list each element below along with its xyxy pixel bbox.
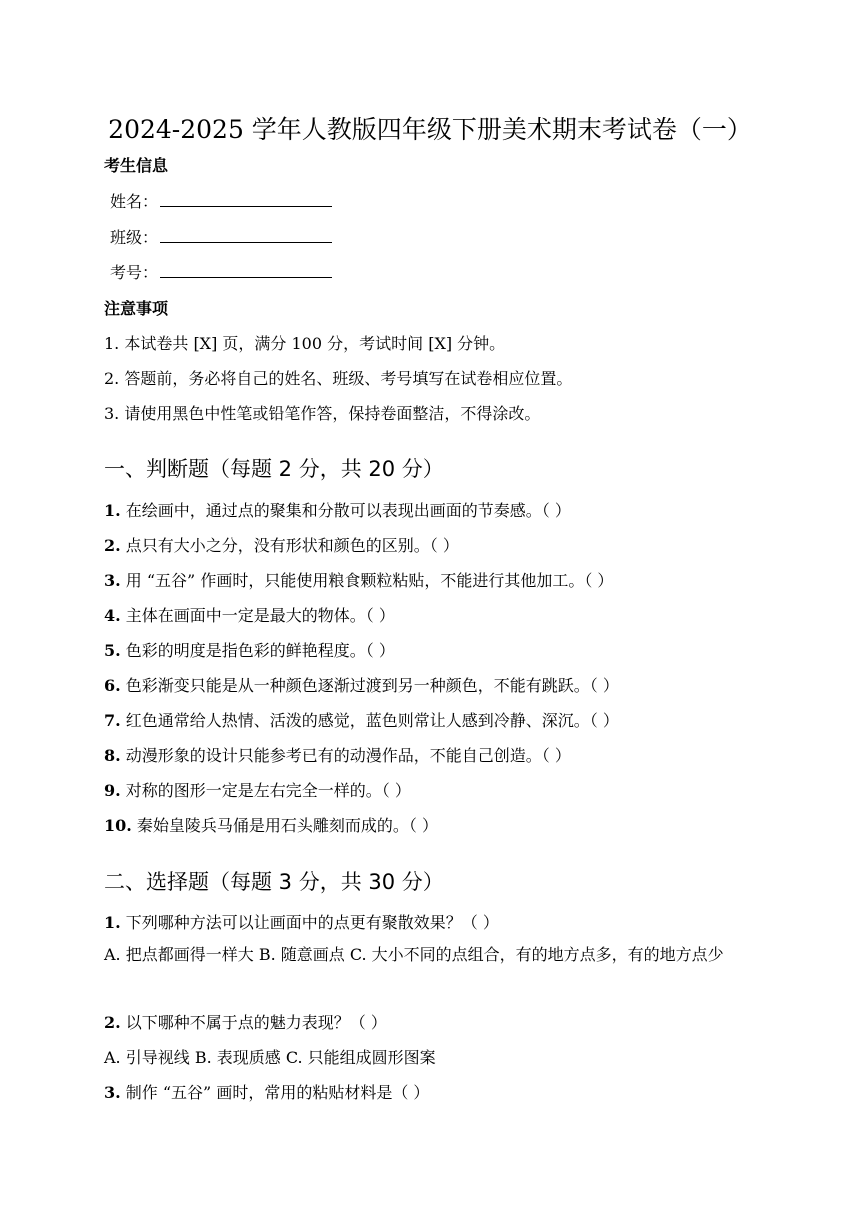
- question-text: 制作 “五谷” 画时，常用的粘贴材料是（ ）: [120, 1083, 430, 1102]
- judge-question: [104, 603, 395, 626]
- judge-question: [104, 533, 459, 556]
- note-item: 3. 请使用黑色中性笔或铅笔作答，保持卷面整洁，不得涂改。: [104, 404, 541, 423]
- judge-question: [104, 813, 438, 836]
- question-text: 下列哪种方法可以让画面中的点更有聚散效果？（ ）: [120, 913, 499, 932]
- question-text: 色彩的明度是指色彩的鲜艳程度。（ ）: [120, 641, 395, 660]
- question-text: 在绘画中，通过点的聚集和分散可以表现出画面的节奏感。（ ）: [120, 501, 571, 520]
- judge-question: [104, 673, 619, 696]
- choice-question: [104, 1010, 387, 1033]
- question-number: 10.: [104, 816, 132, 835]
- question-text: 秦始皇陵兵马俑是用石头雕刻而成的。（ ）: [131, 816, 439, 835]
- question-number: 4.: [104, 606, 121, 625]
- question-number: 3.: [104, 571, 121, 590]
- exam-number-label: 考号：: [110, 263, 159, 282]
- question-number: 2.: [104, 536, 121, 555]
- question-number: 7.: [104, 711, 121, 730]
- question-text: 红色通常给人热情、活泼的感觉，蓝色则常让人感到冷静、深沉。（ ）: [120, 711, 619, 730]
- choice-options: A. 把点都画得一样大 B. 随意画点 C. 大小不同的点组合，有的地方点多，有的地方点少: [104, 945, 724, 964]
- page-title: 2024-2025 学年人教版四年级下册美术期末考试卷（一）: [108, 115, 752, 144]
- question-number: 3.: [104, 1083, 121, 1102]
- note-item: 2. 答题前，务必将自己的姓名、班级、考号填写在试卷相应位置。: [104, 369, 573, 388]
- question-text: 色彩渐变只能是从一种颜色逐渐过渡到另一种颜色，不能有跳跃。（ ）: [120, 676, 619, 695]
- exam-number-field: [110, 260, 332, 283]
- question-number: 6.: [104, 676, 121, 695]
- question-number: 8.: [104, 746, 121, 765]
- class-blank: [160, 228, 332, 243]
- judge-question: [104, 568, 613, 591]
- name-label: 姓名：: [110, 192, 159, 211]
- class-label: 班级：: [110, 228, 159, 247]
- question-text: 对称的图形一定是左右完全一样的。（ ）: [120, 781, 411, 800]
- question-text: 动漫形象的设计只能参考已有的动漫作品，不能自己创造。（ ）: [120, 746, 571, 765]
- question-text: 主体在画面中一定是最大的物体。（ ）: [120, 606, 395, 625]
- question-text: 以下哪种不属于点的魅力表现？（ ）: [120, 1013, 387, 1032]
- exam-number-blank: [160, 263, 332, 278]
- class-field: [110, 225, 332, 248]
- student-info-heading: 考生信息: [104, 156, 169, 175]
- choice-question: [104, 1080, 429, 1103]
- choice-options: A. 引导视线 B. 表现质感 C. 只能组成圆形图案: [104, 1048, 436, 1067]
- question-text: 点只有大小之分，没有形状和颜色的区别。（ ）: [120, 536, 459, 555]
- question-number: 1.: [104, 501, 121, 520]
- name-field: [110, 189, 332, 212]
- choice-question: [104, 910, 499, 933]
- question-number: 1.: [104, 913, 121, 932]
- question-number: 9.: [104, 781, 121, 800]
- question-number: 2.: [104, 1013, 121, 1032]
- question-number: 5.: [104, 641, 121, 660]
- section1-heading: 一、判断题（每题 2 分，共 20 分）: [104, 457, 444, 481]
- judge-question: [104, 498, 571, 521]
- question-text: 用 “五谷” 作画时，只能使用粮食颗粒粘贴，不能进行其他加工。（ ）: [120, 571, 614, 590]
- note-item: 1. 本试卷共 [X] 页，满分 100 分，考试时间 [X] 分钟。: [104, 334, 506, 353]
- notes-heading: 注意事项: [104, 299, 169, 318]
- judge-question: [104, 778, 411, 801]
- judge-question: [104, 708, 619, 731]
- name-blank: [160, 192, 332, 207]
- judge-question: [104, 638, 395, 661]
- judge-question: [104, 743, 571, 766]
- section2-heading: 二、选择题（每题 3 分，共 30 分）: [104, 870, 444, 894]
